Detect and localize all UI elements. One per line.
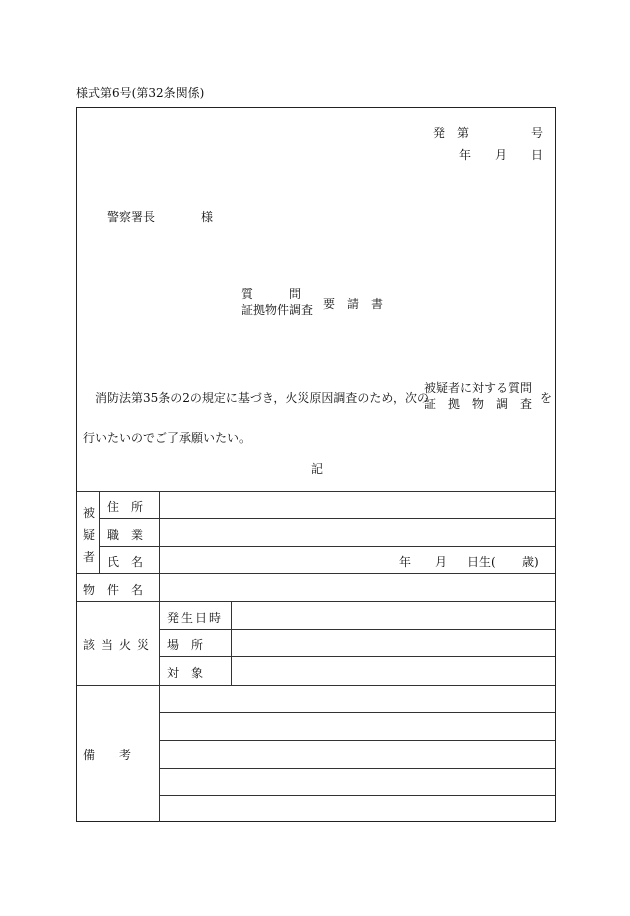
remarks-label: 備 考 [83,748,132,762]
body-text-before: 消防法第35条の2の規定に基づき，火災原因調査のため，次の [95,391,429,405]
fire-target-label: 対 象 [167,666,204,680]
date-year: 年 [459,148,472,162]
addressee-honorific: 様 [201,210,214,224]
body-options [424,380,532,412]
address-label: 住 所 [107,500,144,514]
body-text-line2: 行いたいのでご了承願いたい。 [83,431,252,445]
form-number-title: 様式第6号(第32条関係) [76,86,205,100]
row-divider-fire [77,685,555,686]
date-day: 日 [531,148,544,162]
remarks-line-4 [159,795,555,796]
body-option-question: 被疑者に対する質問 [424,381,533,395]
suspect-label-divider [99,491,100,573]
issue-number-suffix: 号 [531,126,544,140]
row-divider-address [99,518,555,519]
suspect-label-char-2: 疑 [83,528,96,542]
date-month: 月 [495,148,508,162]
birth-year: 年 [399,555,412,569]
subject-option-question: 質 問 [241,287,302,301]
fire-label: 該当火災 [83,638,156,652]
subject-options [241,286,313,318]
occupation-label: 職 業 [107,528,144,542]
remarks-line-1 [159,712,555,713]
birth-month: 月 [435,555,448,569]
fire-sublabel-divider [231,601,232,685]
subject-option-evidence: 証拠物件調査 [241,303,314,317]
name-label: 氏 名 [107,555,144,569]
row-divider-place [159,656,555,657]
suspect-label-char-1: 被 [83,506,96,520]
remarks-line-3 [159,768,555,769]
body-option-evidence: 証 拠 物 調 査 [424,397,533,411]
issue-number-prefix: 発 第 [433,126,470,140]
row-divider-suspect [77,573,555,574]
addressee: 警察署長 [107,210,156,224]
suspect-label [83,502,95,568]
table-top-border [77,491,555,492]
fire-place-label: 場 所 [167,638,204,652]
row-divider-item [77,601,555,602]
remarks-line-2 [159,740,555,741]
row-divider-occupation [99,546,555,547]
birth-day: 日生( [467,555,496,569]
fire-datetime-label: 発生日時 [167,611,224,625]
subject-main: 要 請 書 [323,297,384,311]
label-column-divider [159,491,160,822]
ki-label: 記 [311,462,324,476]
item-name-label: 物 件 名 [83,583,144,597]
request-form-sheet [76,107,556,822]
age-label: 歳) [522,555,539,569]
row-divider-datetime [159,629,555,630]
suspect-label-char-3: 者 [83,550,96,564]
body-text-after: を [540,391,553,405]
